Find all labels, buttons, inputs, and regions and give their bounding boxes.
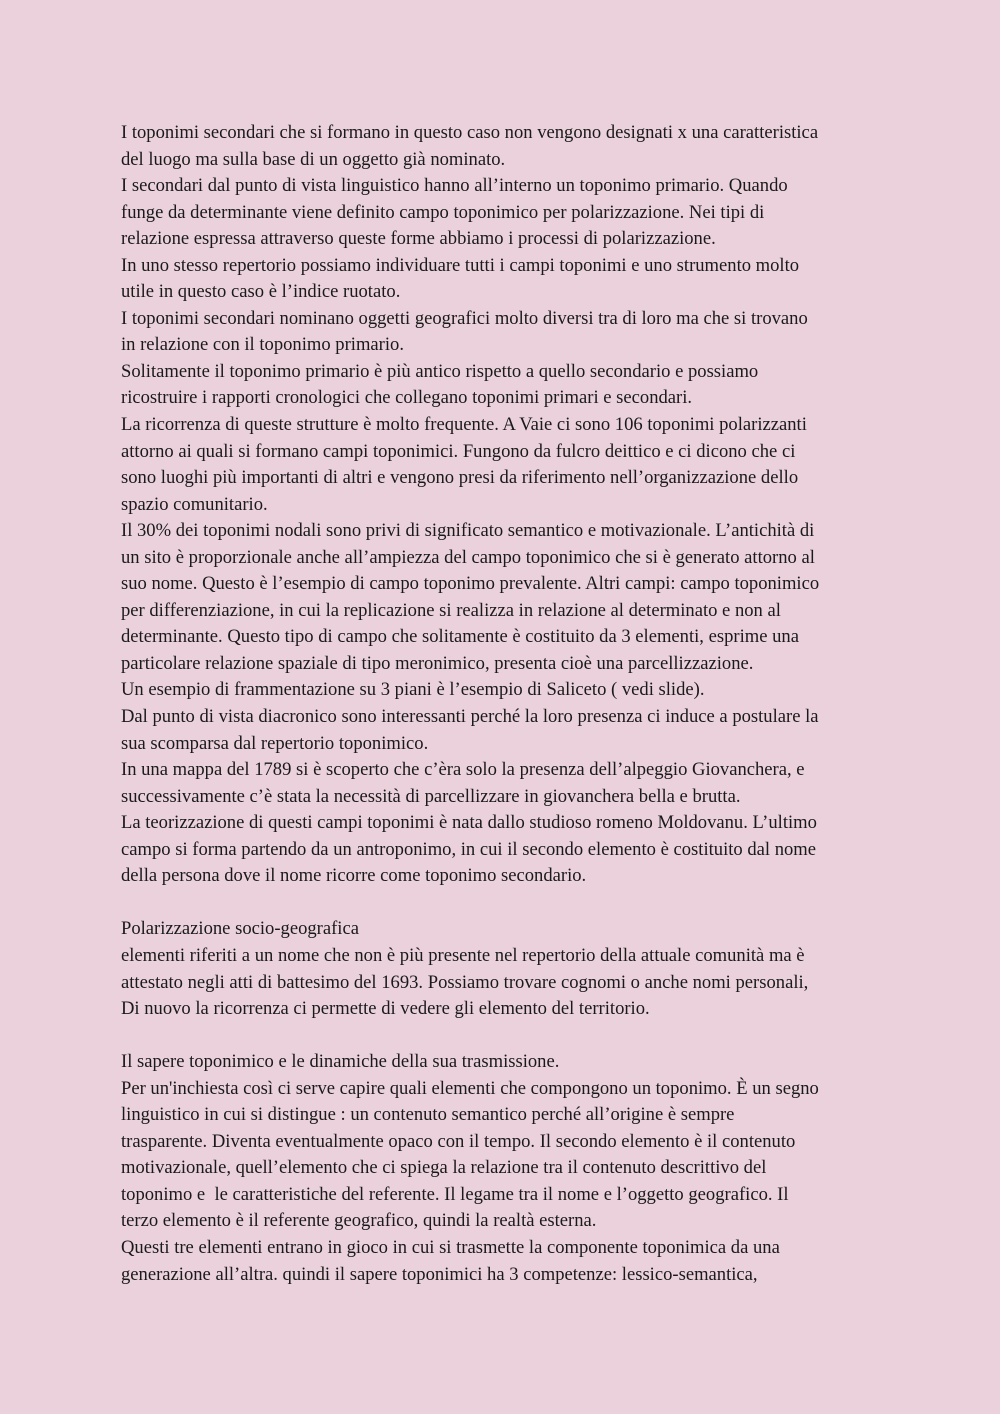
text-line: Il 30% dei toponimi nodali sono privi di significato semantico e motivazionale. L’antichità di (121, 520, 815, 542)
text-line: utile in questo caso è l’indice ruotato. (121, 281, 401, 303)
text-line: attestato negli atti di battesimo del 1693. Possiamo trovare cognomi o anche nomi personali, (121, 971, 809, 993)
text-line: un sito è proporzionale anche all’ampiezza del campo toponimico che si è generato attorno al (121, 546, 815, 568)
text-line: determinante. Questo tipo di campo che solitamente è costituito da 3 elementi, esprime una (121, 626, 799, 648)
text-line: I toponimi secondari che si formano in questo caso non vengono designati x una caratteristica (121, 122, 819, 143)
text-line: Per un'inchiesta così ci serve capire quali elementi che compongono un toponimo. È un segno (121, 1077, 819, 1099)
text-line: Dal punto di vista diacronico sono interessanti perché la loro presenza ci induce a postulare la (121, 706, 819, 728)
text-line: sono luoghi più importanti di altri e vengono presi da riferimento nell’organizzazione dello (121, 467, 799, 489)
text-line: spazio comunitario. (121, 493, 268, 515)
text-line: suo nome. Questo è l’esempio di campo toponimo prevalente. Altri campi: campo toponimico (121, 573, 820, 595)
text-line: Un esempio di frammentazione su 3 piani è l’esempio di Saliceto ( vedi slide). (121, 679, 705, 701)
text-line: In una mappa del 1789 si è scoperto che c’èra solo la presenza dell’alpeggio Giovanchera, e (121, 759, 805, 781)
text-line: campo si forma partendo da un antroponimo, in cui il secondo elemento è costituito dal nome (121, 838, 817, 860)
paragraph-spacer (121, 890, 891, 917)
text-line: ricostruire i rapporti cronologici che collegano toponimi primari e secondari. (121, 387, 693, 409)
paragraph-spacer (121, 1023, 891, 1050)
text-line: La ricorrenza di queste strutture è molto frequente. A Vaie ci sono 106 toponimi polarizzanti (121, 414, 807, 436)
text-line: I toponimi secondari nominano oggetti geografici molto diversi tra di loro ma che si trovano (121, 307, 808, 329)
text-line: motivazionale, quell’elemento che ci spiega la relazione tra il contenuto descrittivo del (121, 1157, 767, 1179)
text-line: In uno stesso repertorio possiamo individuare tutti i campi toponimi e uno strumento molto (121, 254, 800, 276)
text-line: trasparente. Diventa eventualmente opaco con il tempo. Il secondo elemento è il contenuto (121, 1130, 796, 1152)
text-line: del luogo ma sulla base di un oggetto già nominato. (121, 148, 506, 170)
text-line: Solitamente il toponimo primario è più antico rispetto a quello secondario e possiamo (121, 360, 759, 382)
text-line: per differenziazione, in cui la replicazione si realizza in relazione al determinato e non al (121, 599, 781, 621)
text-line: generazione all’altra. quindi il sapere toponimici ha 3 competenze: lessico-semantica, (121, 1263, 758, 1285)
text-line: Polarizzazione socio-geografica (121, 918, 359, 940)
text-line: elementi riferiti a un nome che non è più presente nel repertorio della attuale comunità ma è (121, 944, 805, 966)
text-line: in relazione con il toponimo primario. (121, 334, 404, 356)
text-line: attorno ai quali si formano campi toponimici. Fungono da fulcro deittico e ci dicono che ci (121, 440, 796, 462)
text-line: Di nuovo la ricorrenza ci permette di vedere gli elemento del territorio. (121, 998, 650, 1020)
text-line: sua scomparsa dal repertorio toponimico. (121, 732, 429, 754)
text-line: linguistico in cui si distingue : un contenuto semantico perché all’origine è sempre (121, 1104, 735, 1126)
text-line: toponimo e le caratteristiche del referente. Il legame tra il nome e l’oggetto geografico. Il (121, 1183, 789, 1205)
text-line: funge da determinante viene definito campo toponimico per polarizzazione. Nei tipi di (121, 201, 765, 223)
document-text-body (121, 120, 891, 1288)
text-line: particolare relazione spaziale di tipo meronimico, presenta cioè una parcellizzazione. (121, 652, 754, 674)
text-line: relazione espressa attraverso queste forme abbiamo i processi di polarizzazione. (121, 228, 716, 250)
text-line: terzo elemento è il referente geografico, quindi la realtà esterna. (121, 1210, 597, 1232)
text-line: I secondari dal punto di vista linguistico hanno all’interno un toponimo primario. Quando (121, 175, 788, 197)
text-line: Il sapere toponimico e le dinamiche della sua trasmissione. (121, 1051, 560, 1073)
text-line: successivamente c’è stata la necessità di parcellizzare in giovanchera bella e brutta. (121, 785, 741, 807)
text-line: La teorizzazione di questi campi toponimi è nata dallo studioso romeno Moldovanu. L’ultimo (121, 812, 817, 834)
text-line: della persona dove il nome ricorre come toponimo secondario. (121, 865, 587, 887)
text-line: Questi tre elementi entrano in gioco in cui si trasmette la componente toponimica da una (121, 1236, 780, 1258)
